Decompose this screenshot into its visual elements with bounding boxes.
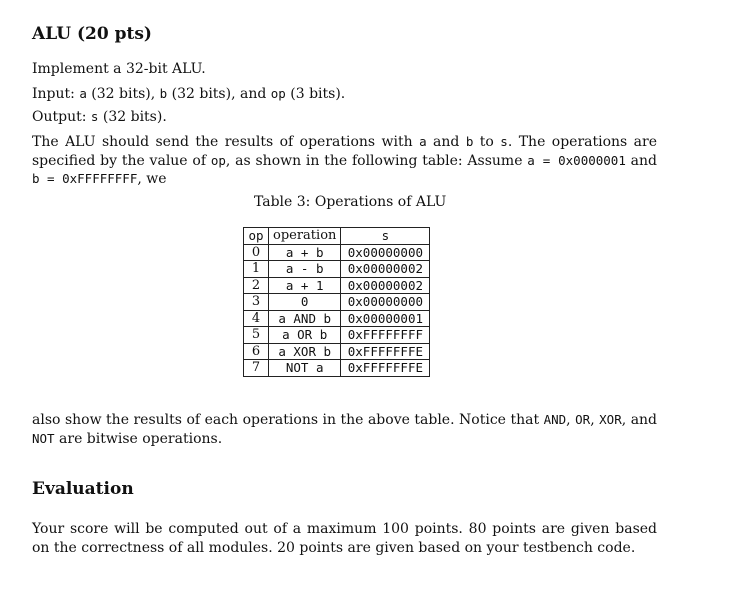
cell-op: 4 bbox=[244, 310, 269, 327]
cell-s: 0x00000000 bbox=[341, 244, 430, 261]
cell-operation: a - b bbox=[269, 261, 341, 278]
cell-op: 5 bbox=[244, 327, 269, 344]
cell-operation: a + 1 bbox=[269, 277, 341, 294]
cell-s: 0xFFFFFFFF bbox=[341, 327, 430, 344]
cell-op: 2 bbox=[244, 277, 269, 294]
table-row bbox=[244, 310, 430, 327]
section-title: ALU (20 pts) bbox=[32, 24, 152, 44]
table-row bbox=[244, 360, 430, 377]
input-line: Input: a (32 bits), b (32 bits), and op (3 bits). bbox=[32, 86, 346, 102]
cell-op: 1 bbox=[244, 261, 269, 278]
table-header-row bbox=[244, 228, 430, 245]
evaluation-text: Your score will be computed out of a maximum 100 points. 80 points are given based on the correctness of all modules. 20 points are given based on your testbench code. bbox=[32, 521, 657, 556]
header-s: s bbox=[341, 228, 430, 245]
table-row bbox=[244, 294, 430, 311]
alu-operations-table bbox=[243, 227, 430, 377]
cell-op: 3 bbox=[244, 294, 269, 311]
evaluation-title: Evaluation bbox=[32, 479, 134, 499]
implement-line: Implement a 32-bit ALU. bbox=[32, 61, 206, 77]
cell-op: 6 bbox=[244, 343, 269, 360]
cell-op: 0 bbox=[244, 244, 269, 261]
cell-s: 0xFFFFFFFE bbox=[341, 343, 430, 360]
cell-s: 0x00000002 bbox=[341, 277, 430, 294]
cell-operation: a + b bbox=[269, 244, 341, 261]
output-line: Output: s (32 bits). bbox=[32, 109, 167, 125]
cell-op: 7 bbox=[244, 360, 269, 377]
cell-operation: NOT a bbox=[269, 360, 341, 377]
description-paragraph: The ALU should send the results of operations with a and b to s. The operations are specified by the value of op, as shown in the following table: Assume a = 0x0000001 and b = 0xFFFFFFFF, we bbox=[32, 134, 657, 187]
cell-operation: a XOR b bbox=[269, 343, 341, 360]
cell-s: 0x00000002 bbox=[341, 261, 430, 278]
cell-operation: 0 bbox=[269, 294, 341, 311]
cell-operation: a AND b bbox=[269, 310, 341, 327]
table-row bbox=[244, 244, 430, 261]
table-row bbox=[244, 343, 430, 360]
cell-s: 0x00000001 bbox=[341, 310, 430, 327]
table-row bbox=[244, 277, 430, 294]
table-row bbox=[244, 327, 430, 344]
cell-s: 0x00000000 bbox=[341, 294, 430, 311]
table-caption: Table 3: Operations of ALU bbox=[254, 194, 447, 210]
cell-s: 0xFFFFFFFE bbox=[341, 360, 430, 377]
header-op: op bbox=[244, 228, 269, 245]
header-operation: operation bbox=[269, 228, 341, 245]
after-table-paragraph: also show the results of each operations in the above table. Notice that AND, OR, XOR, and NOT are bitwise operations. bbox=[32, 412, 658, 447]
table-row bbox=[244, 261, 430, 278]
cell-operation: a OR b bbox=[269, 327, 341, 344]
